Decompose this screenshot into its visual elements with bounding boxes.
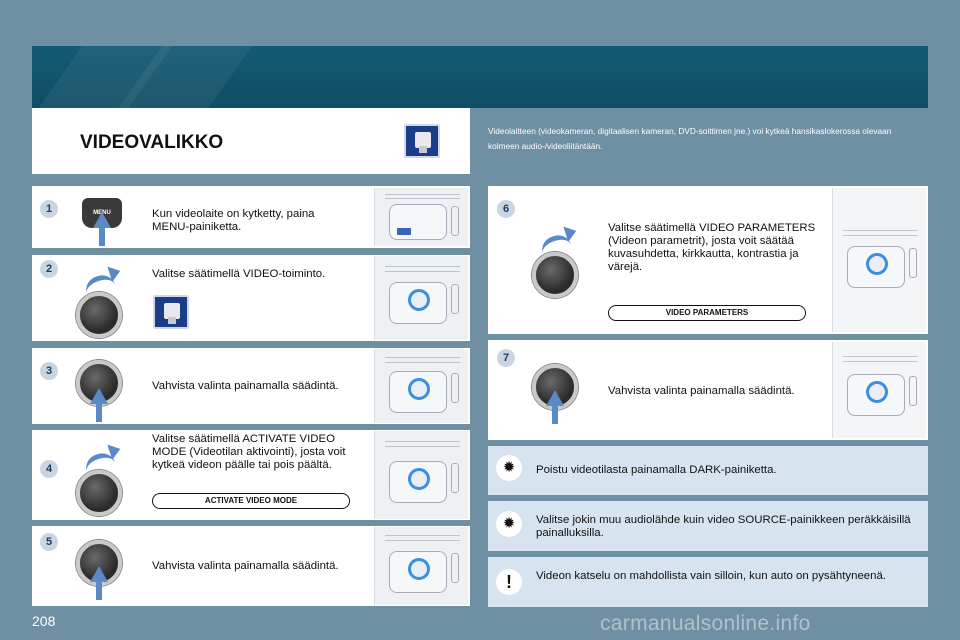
rotary-knob-icon	[76, 292, 122, 338]
step-1-badge: 1	[38, 198, 60, 220]
note-source-text: Valitse jokin muu audiolähde kuin video SOURCE-painikkeen peräkkäisillä painalluksilla.	[536, 514, 911, 539]
warning-icon: !	[496, 569, 522, 595]
step-4-text: Valitse säätimellä ACTIVATE VIDEO MODE (Videotilan aktivointi), josta voit kytkeä videon päälle tai pois päältä.	[152, 433, 346, 471]
step-3-control-panel-image	[374, 349, 468, 423]
top-banner	[32, 46, 928, 108]
step-1-control-panel-image	[374, 188, 468, 246]
rotary-knob-icon	[532, 252, 578, 298]
sun-icon	[496, 455, 522, 481]
page-number: 208	[32, 613, 56, 629]
page-title: VIDEOVALIKKO	[80, 132, 224, 153]
rotary-knob-icon	[76, 470, 122, 516]
press-arrow-stem	[96, 580, 102, 600]
press-arrow-stem	[99, 226, 105, 246]
step-7-control-panel-image	[832, 342, 926, 438]
step-5-badge: 5	[38, 531, 60, 553]
menu-button-icon: MENU	[82, 198, 122, 228]
press-arrow-stem	[552, 404, 558, 424]
video-icon	[404, 124, 440, 158]
step-2-control-panel-image	[374, 256, 468, 340]
intro-text: Videolaitteen (videokameran, digitaalisen kameran, DVD-soittimen jne.) voi kytkeä hansikaslokerossa olevaan kolmeen audio-/videoliitäntään.	[488, 126, 892, 151]
step-2-badge: 2	[38, 258, 60, 280]
sun-icon	[496, 511, 522, 537]
step-6-control-panel-image	[832, 188, 926, 332]
note-warning-text: Videon katselu on mahdollista vain silloin, kun auto on pysähtyneenä.	[536, 570, 886, 582]
press-arrow-stem	[96, 402, 102, 422]
step-6-badge: 6	[495, 198, 517, 220]
video-icon	[153, 295, 189, 329]
step-5-control-panel-image	[374, 527, 468, 605]
step-7-text: Vahvista valinta painamalla säädintä.	[608, 385, 795, 397]
step-1-text: Kun videolaite on kytketty, paina MENU-painiketta.	[152, 208, 315, 233]
step-4-control-panel-image	[374, 431, 468, 519]
step-5-text: Vahvista valinta painamalla säädintä.	[152, 560, 339, 572]
title-box	[32, 108, 470, 174]
step-3-badge: 3	[38, 360, 60, 382]
step-3-text: Vahvista valinta painamalla säädintä.	[152, 380, 339, 392]
step-2-text: Valitse säätimellä VIDEO-toiminto.	[152, 268, 326, 280]
step-4-badge: 4	[38, 458, 60, 480]
activate-video-mode-label: ACTIVATE VIDEO MODE	[152, 493, 350, 509]
video-parameters-label: VIDEO PARAMETERS	[608, 305, 806, 321]
step-7-badge: 7	[495, 347, 517, 369]
note-dark-text: Poistu videotilasta painamalla DARK-painiketta.	[536, 464, 777, 476]
watermark: carmanualsonline.info	[600, 612, 811, 635]
step-6-text: Valitse säätimellä VIDEO PARAMETERS (Videon parametrit), josta voit säätää kuvasuhdetta, kirkkautta, kontrastia ja värejä.	[608, 222, 816, 273]
